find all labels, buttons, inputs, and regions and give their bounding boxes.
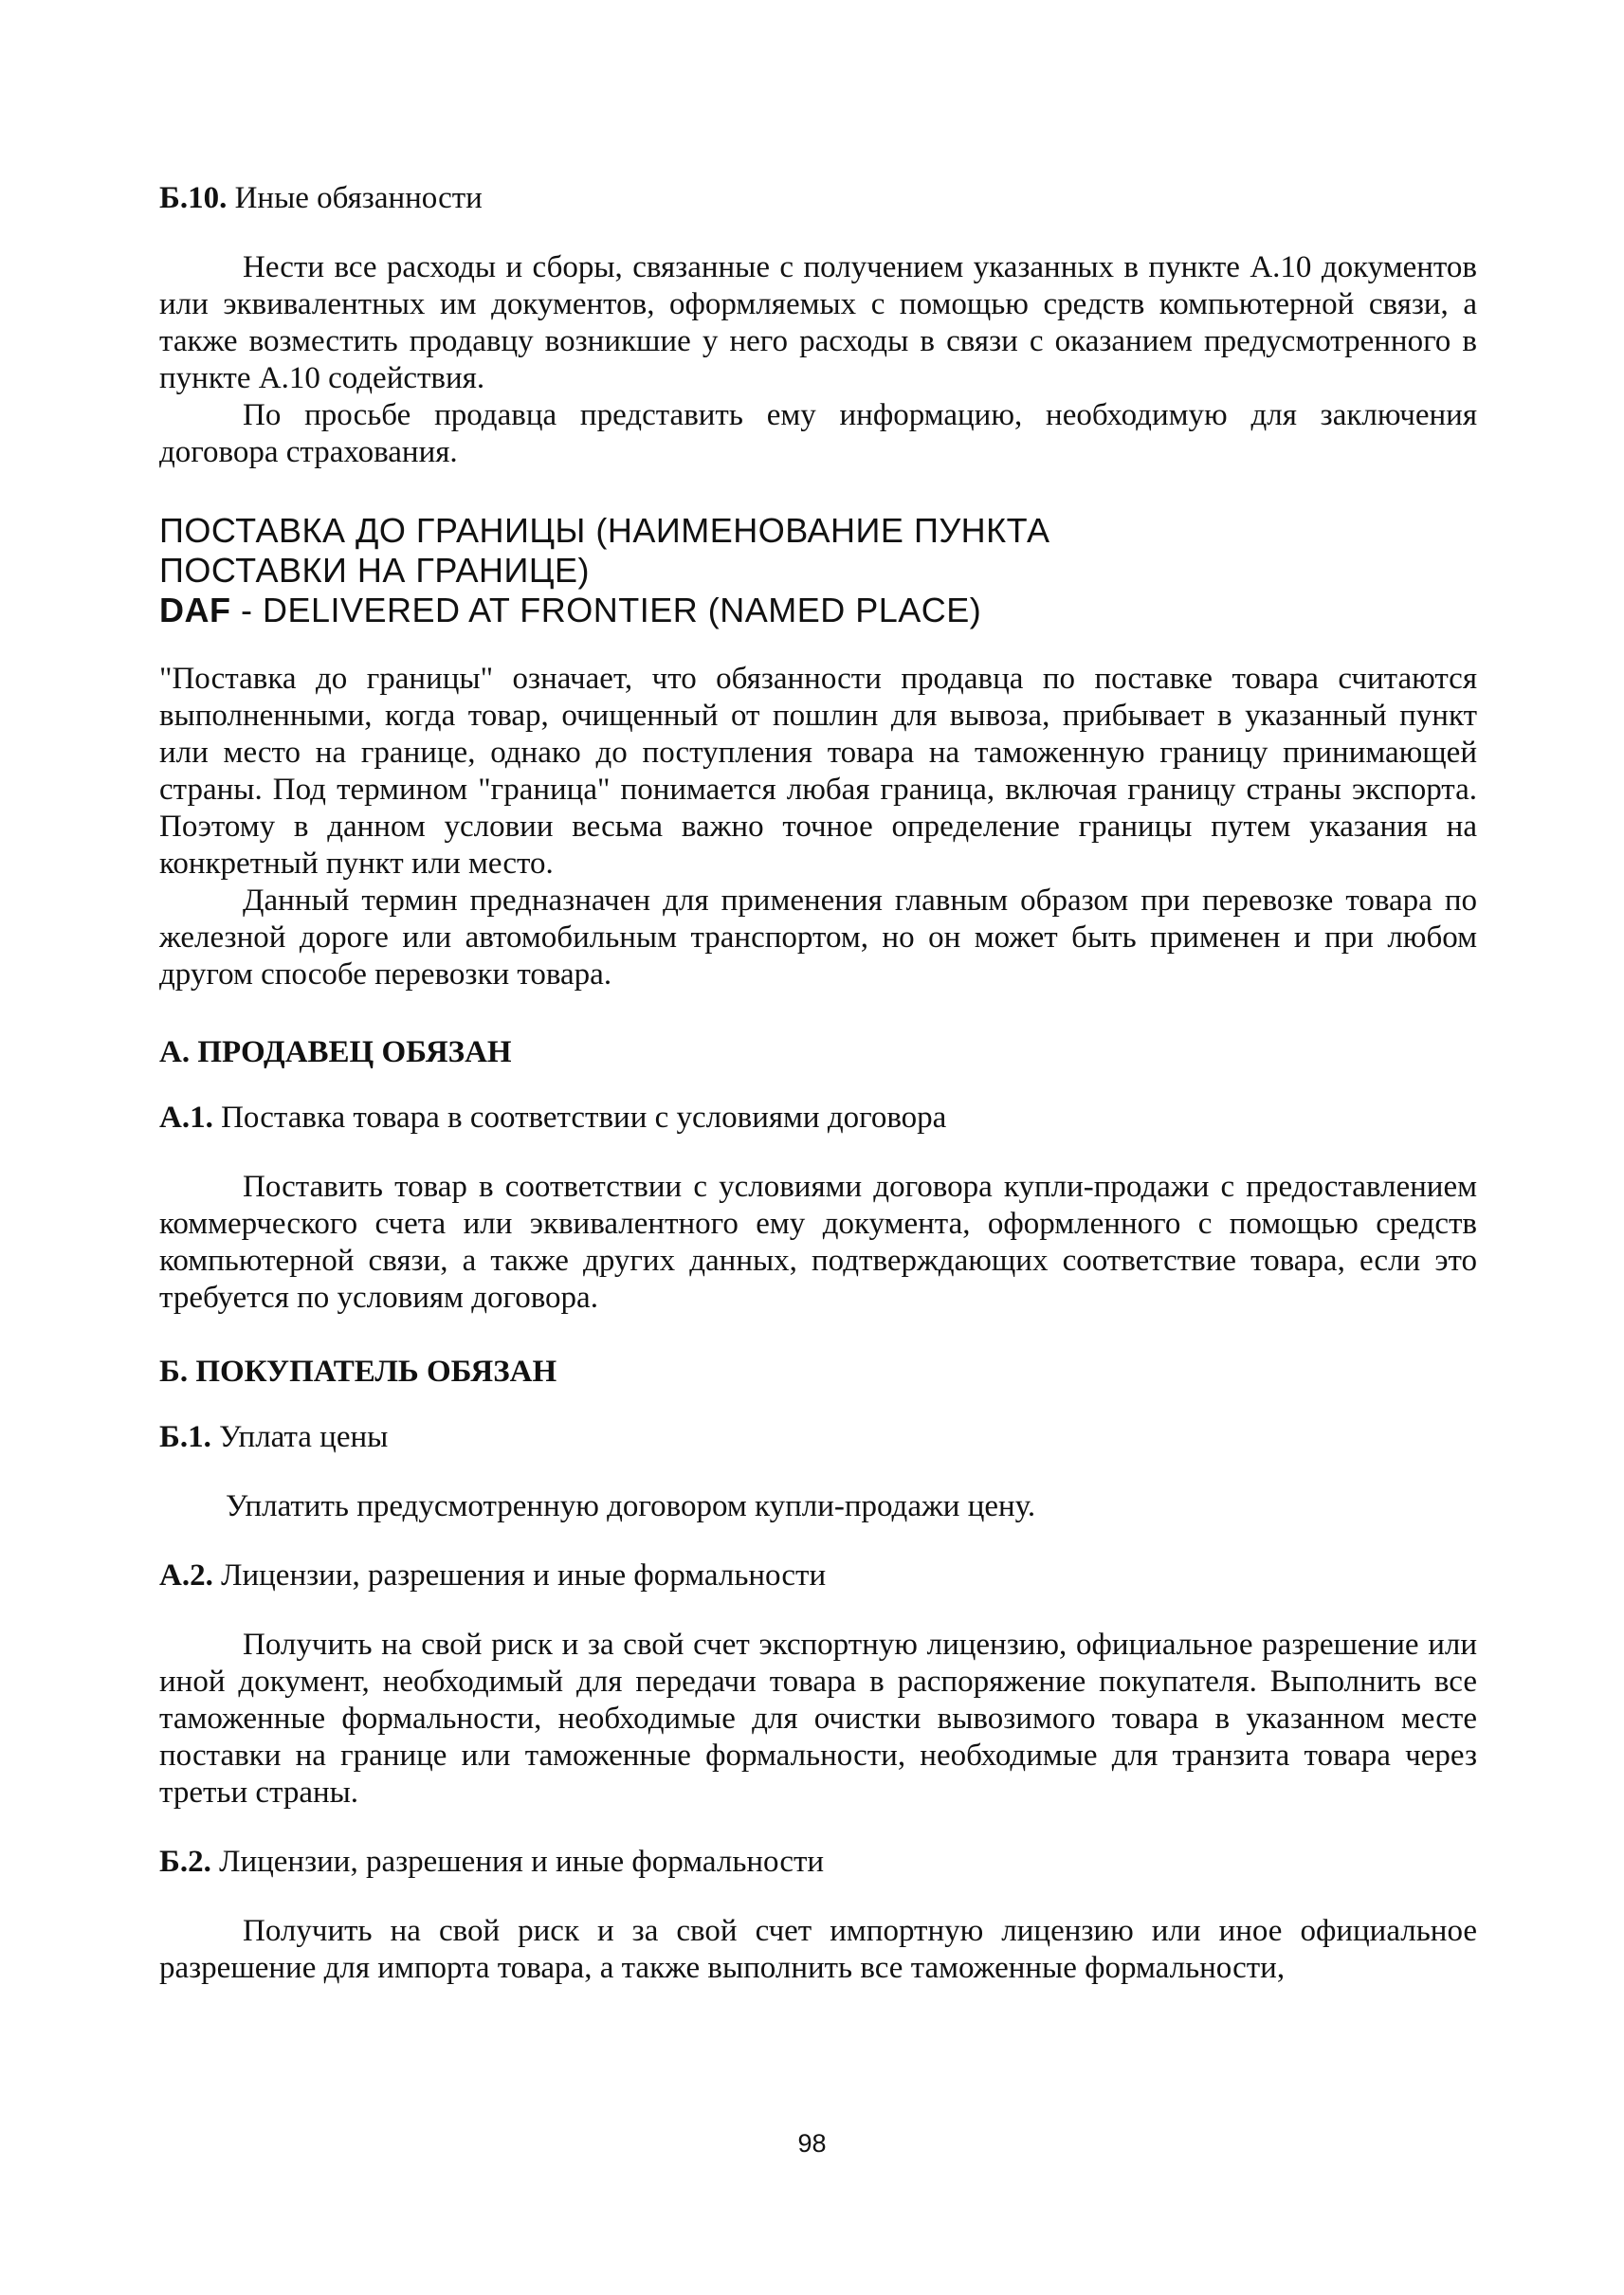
term-title-line: ПОСТАВКИ НА ГРАНИЦЕ): [159, 551, 590, 590]
clause-title: Иные обязанности: [234, 181, 483, 215]
clause-number: А.2.: [159, 1558, 213, 1593]
page-number: 98: [797, 2129, 827, 2158]
section-heading-seller: А. ПРОДАВЕЦ ОБЯЗАН: [159, 1035, 512, 1069]
clause-number: А.1.: [159, 1101, 213, 1135]
clause-number: Б.1.: [159, 1420, 211, 1454]
paragraph: Данный термин предназначен для применения главным образом при перевозке товара по железной дороге или автомобильным транспортом, но он может быть применен и при любом другом способе перевозки товара.: [159, 883, 1477, 992]
paragraph: "Поставка до границы" означает, что обязанности продавца по поставке товара считаются выполненными, когда товар, очищенный от пошлин для вывоза, прибывает в указанный пункт или место на границе, однако до поступления товара на таможенную границу принимающей страны. Под термином "граница" понимается любая граница, включая границу страны экспорта. Поэтому в данном условии весьма важно точное определение границы путем указания на конкретный пункт или место.: [159, 662, 1477, 881]
term-title-line: [159, 591, 1477, 630]
document-page: [159, 180, 1477, 1987]
clause-b1-heading: [159, 1419, 1477, 1456]
clause-number: Б.2.: [159, 1845, 211, 1879]
clause-a1-heading: [159, 1100, 1477, 1137]
clause-title: Лицензии, разрешения и иные формальности: [219, 1845, 825, 1879]
clause-title: Поставка товара в соответствии с условиями договора: [221, 1101, 947, 1135]
term-code: DAF: [159, 591, 231, 629]
clause-number: Б.10.: [159, 181, 228, 215]
clause-b2-heading: [159, 1844, 1477, 1881]
paragraph: Получить на свой риск и за свой счет экспортную лицензию, официальное разрешение или иной документ, необходимый для передачи товара в распоряжение покупателя. Выполнить все таможенные формальности, необходимые для очистки вывозимого товара в указанном месте поставки на границе или таможенные формальности, необходимые для транзита товара через третьи страны.: [159, 1628, 1477, 1810]
paragraph: Поставить товар в соответствии с условиями договора купли-продажи с предоставлением коммерческого счета или эквивалентного ему документа, оформленного с помощью средств компьютерной связи, а также других данных, подтверждающих соответствие товара, если это требуется по условиям договора.: [159, 1170, 1477, 1315]
term-title-line: ПОСТАВКА ДО ГРАНИЦЫ (НАИМЕНОВАНИЕ ПУНКТА: [159, 511, 1050, 550]
paragraph: Нести все расходы и сборы, связанные с получением указанных в пункте А.10 документов или эквивалентных им документов, оформляемых с помощью средств компьютерной связи, а также возместить продавцу возникшие у него расходы в связи с оказанием предусмотренного в пункте А.10 содействия.: [159, 250, 1477, 395]
term-title: [159, 511, 1477, 630]
clause-b10-heading: [159, 180, 1477, 217]
paragraph: По просьбе продавца представить ему информацию, необходимую для заключения договора страхования.: [159, 398, 1477, 469]
term-english-name: - DELIVERED AT FRONTIER (NAMED PLACE): [230, 591, 982, 629]
section-heading-buyer: Б. ПОКУПАТЕЛЬ ОБЯЗАН: [159, 1355, 557, 1389]
clause-a2-heading: [159, 1557, 1477, 1594]
clause-title: Лицензии, разрешения и иные формальности: [221, 1558, 827, 1593]
paragraph: Уплатить предусмотренную договором купли-продажи цену.: [226, 1489, 1036, 1523]
clause-title: Уплата цены: [219, 1420, 389, 1454]
paragraph: Получить на свой риск и за свой счет импортную лицензию или иное официальное разрешение для импорта товара, а также выполнить все таможенные формальности,: [159, 1914, 1477, 1985]
